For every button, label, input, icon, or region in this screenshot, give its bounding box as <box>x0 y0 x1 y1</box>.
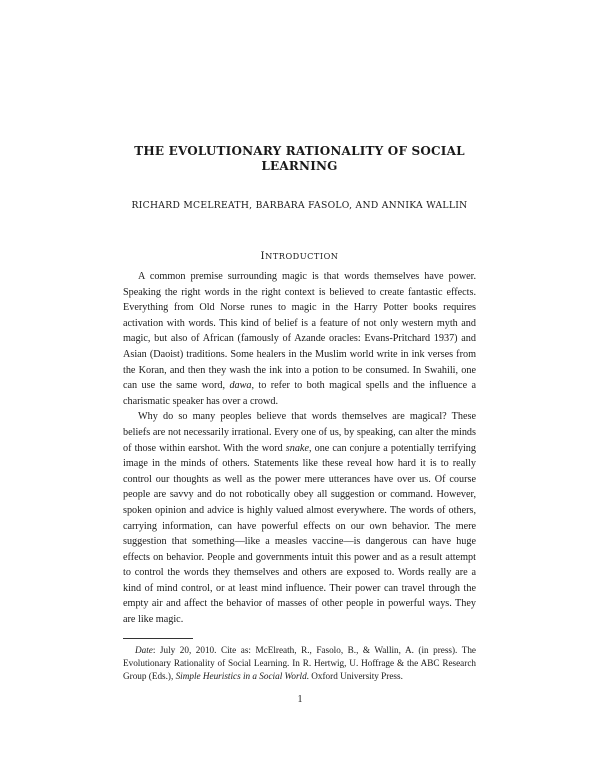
author-list: RICHARD MCELREATH, BARBARA FASOLO, AND ANNIKA WALLIN <box>131 200 468 211</box>
page-number: 1 <box>297 694 303 705</box>
footnote-text-1: : July 20, 2010. Cite as: McElreath, R., Fasolo, B., & Wallin, A. (in press). The Evolutionary Rationality of Social Learning. In R. Hertwig, U. Hoffrage & the ABC Research Group (Eds.), <box>123 644 476 681</box>
paragraph-2-italic: snake <box>285 442 309 454</box>
page-content <box>123 144 476 683</box>
paragraph-1 <box>123 269 476 409</box>
paragraph-2-text: Why do so many peoples believe that words themselves are magical? These beliefs are not necessarily irrational. Every one of us, by speaking, can alter the minds of those within earshot. With the word <box>123 411 476 454</box>
paragraph-2 <box>123 409 476 627</box>
section-heading-first: I <box>260 250 266 262</box>
paragraph-1-text: A common premise surrounding magic is that words themselves have power. Speaking the right words in the right context is believed to create fantastic effects. Everything from Old Norse runes to magic in the Harry Potter books requires activation with words. This kind of belief is a feature of not only western myth and magic, but also of African (famously of Azande oracles: Evans-Pritchard 1937) and Asian (Daoist) traditions. Some healers in the Muslim world write in ink verses from the Koran, and then they wash the ink into a potion to be consumed. In Swahili, one can use the same word, <box>123 271 476 392</box>
paragraph-1-italic: dawa <box>229 380 252 392</box>
title-line-1: THE EVOLUTIONARY RATIONALITY OF SOCIAL <box>134 144 465 158</box>
title-line-2: LEARNING <box>261 159 338 173</box>
footnote-text-2: . Oxford University Press. <box>306 670 403 681</box>
paragraph-2-end: , one can conjure a potentially terrifying image in the minds of others. Statements like these reveal how hard it is to really control our thoughts as well as the power mere utterances have over us. Of course people are savvy and do not robotically obey all suggestion or command. However, spoken opinion and advice is highly valued almost everywhere. The words of others, carrying information, can have powerful effects on our own behavior. The mere suggestion that something—like a measles vaccine—is dangerous can have huge effects on behavior. People and governments intuit this power and as a result attempt to control the words they themselves and others are exposed to. Words really are a kind of mind control, or at least mind influence. Their power can travel through the empty air and affect the behavior of masses of other people in powerful ways. They are like magic. <box>123 442 476 626</box>
footnote-book-title: Simple Heuristics in a Social World <box>175 670 307 681</box>
footnote-rule <box>123 638 193 639</box>
footnote-label: Date <box>135 644 153 655</box>
footnote <box>123 644 476 683</box>
paper-title <box>123 144 476 174</box>
section-heading-introduction <box>123 250 476 262</box>
paragraph-1-end: , to refer to both magical spells and the influence a charismatic speaker has over a crowd. <box>123 380 476 407</box>
section-heading-rest: NTRODUCTION <box>265 251 339 261</box>
